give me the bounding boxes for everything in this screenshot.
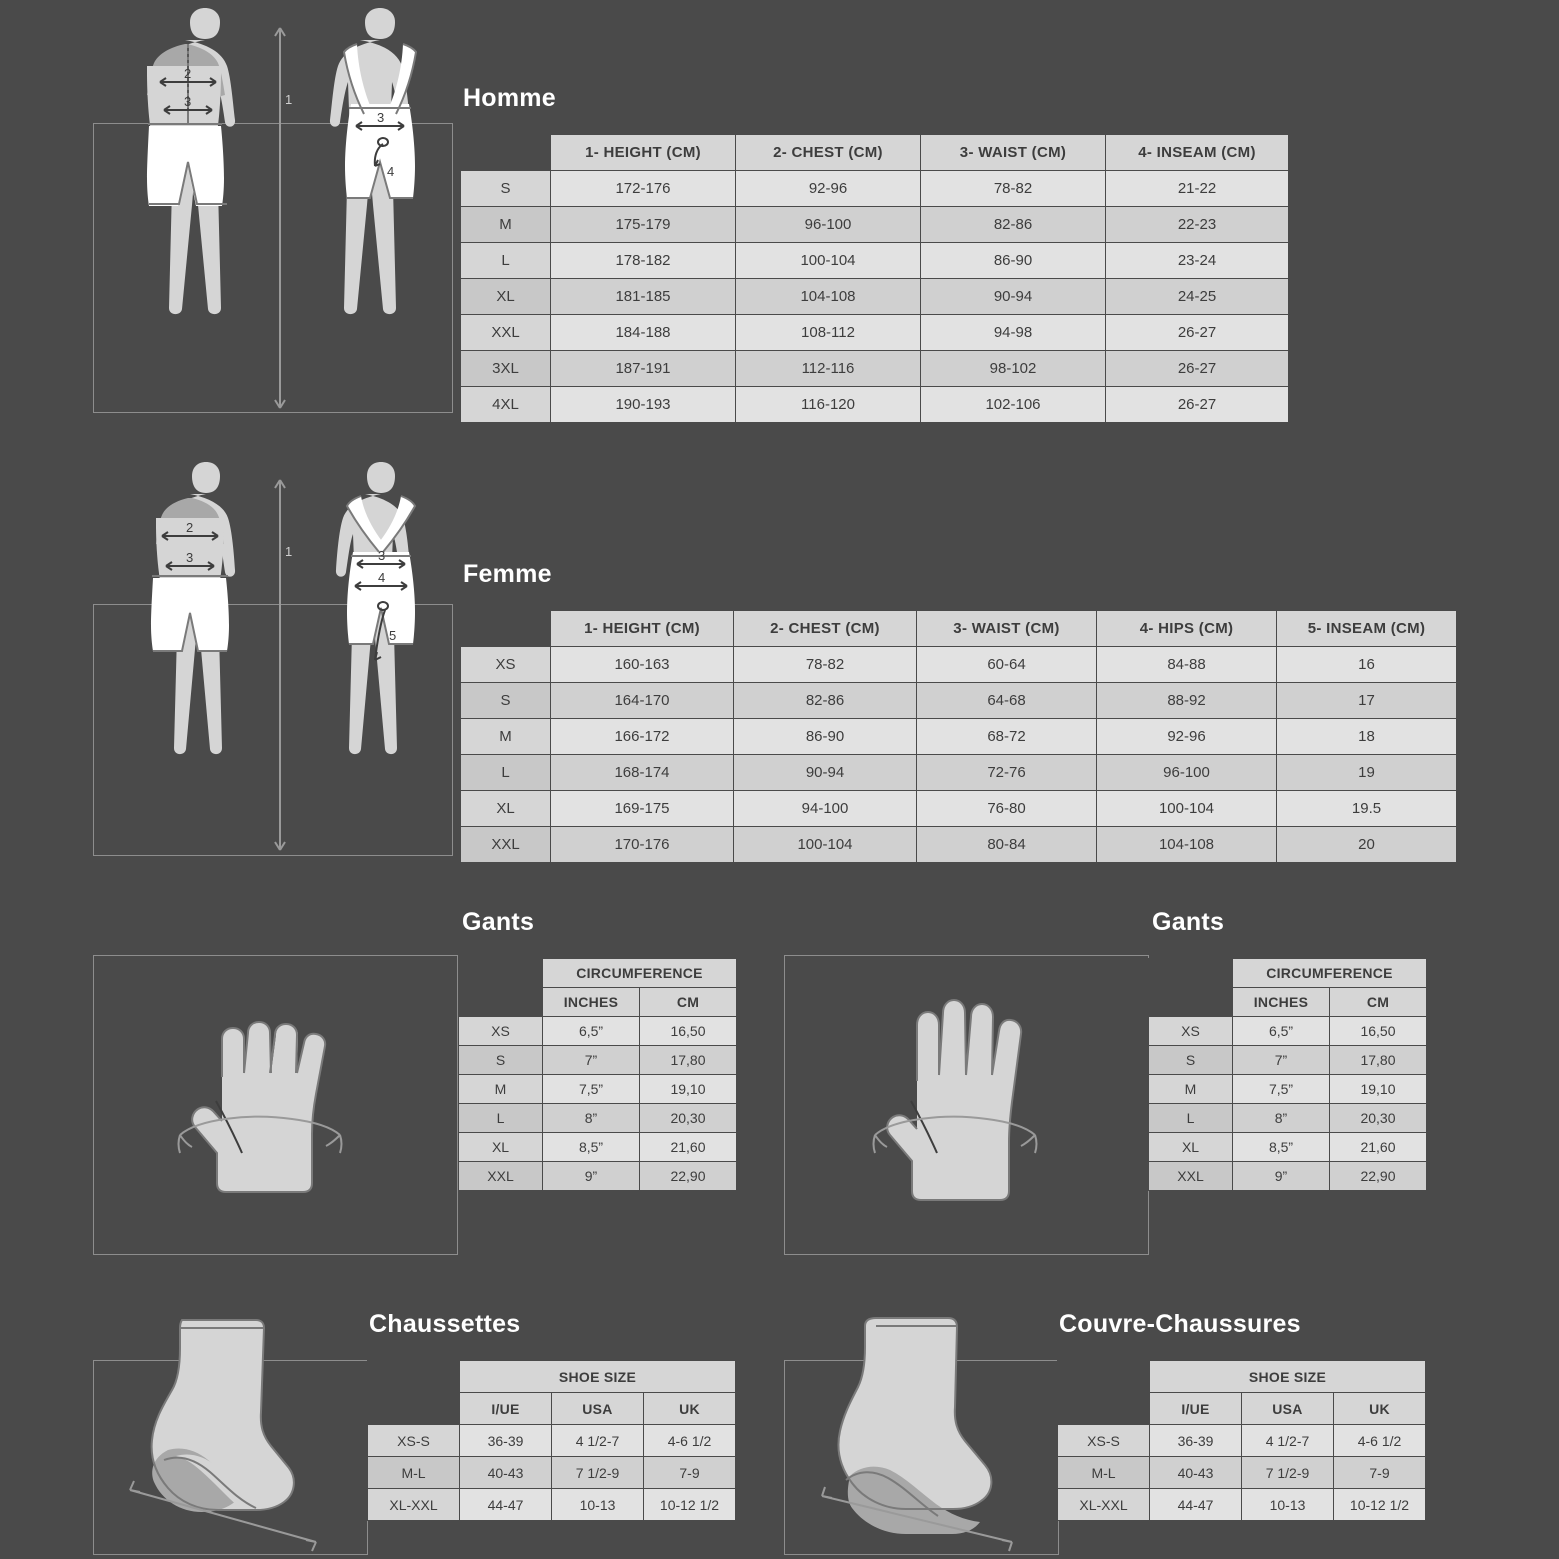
cell: 10-12 1/2 (1334, 1489, 1426, 1521)
column-header: USA (552, 1393, 644, 1425)
cell: 20,30 (1330, 1104, 1427, 1133)
column-header: 2- CHEST (CM) (734, 611, 917, 647)
group-header: CIRCUMFERENCE (1233, 959, 1427, 988)
men-section-title: Homme (463, 84, 556, 112)
size-label: XXL (461, 315, 551, 351)
women-figure-illustration (120, 460, 450, 860)
cell: 8,5” (1233, 1133, 1330, 1162)
cell: 108-112 (736, 315, 921, 351)
size-label: L (459, 1104, 543, 1133)
corner-cell (368, 1393, 460, 1425)
cell: 4 1/2-7 (1242, 1425, 1334, 1457)
cell: 96-100 (736, 207, 921, 243)
size-label: M-L (1058, 1457, 1150, 1489)
cell: 86-90 (734, 719, 917, 755)
cell: 60-64 (917, 647, 1097, 683)
cell: 19,10 (1330, 1075, 1427, 1104)
table-header-group-row (1149, 959, 1427, 988)
group-header: CIRCUMFERENCE (543, 959, 737, 988)
size-label: M-L (368, 1457, 460, 1489)
women-size-table (460, 610, 1457, 863)
gloves-right-size-table (1148, 958, 1427, 1191)
size-label: XS-S (1058, 1425, 1150, 1457)
size-label: M (461, 207, 551, 243)
size-label: XL-XXL (1058, 1489, 1150, 1521)
table-row (1058, 1489, 1426, 1521)
corner-cell (1058, 1361, 1150, 1393)
table-row (461, 207, 1289, 243)
cell: 20 (1277, 827, 1457, 863)
table-row (1149, 1133, 1427, 1162)
size-label: 4XL (461, 387, 551, 423)
table-row (461, 243, 1289, 279)
svg-text:2: 2 (184, 66, 192, 81)
cell: 164-170 (551, 683, 734, 719)
cell: 44-47 (460, 1489, 552, 1521)
table-row (461, 827, 1457, 863)
svg-text:1: 1 (285, 92, 293, 107)
cell: 16 (1277, 647, 1457, 683)
cell: 8” (1233, 1104, 1330, 1133)
column-header: 3- WAIST (CM) (921, 135, 1106, 171)
table-header-row (1058, 1393, 1426, 1425)
cell: 17,80 (640, 1046, 737, 1075)
size-label: L (461, 755, 551, 791)
cell: 82-86 (921, 207, 1106, 243)
table-row (1149, 1075, 1427, 1104)
cell: 20,30 (640, 1104, 737, 1133)
socks-section-title: Chaussettes (369, 1310, 521, 1338)
column-header: 5- INSEAM (CM) (1277, 611, 1457, 647)
cell: 9” (543, 1162, 640, 1191)
cell: 26-27 (1106, 315, 1289, 351)
svg-text:3: 3 (377, 110, 385, 125)
size-label: XXL (459, 1162, 543, 1191)
size-label: XXL (1149, 1162, 1233, 1191)
cell: 86-90 (921, 243, 1106, 279)
long-glove-icon (845, 985, 1095, 1235)
cell: 175-179 (551, 207, 736, 243)
column-header: 1- HEIGHT (CM) (551, 135, 736, 171)
size-label: S (1149, 1046, 1233, 1075)
cell: 84-88 (1097, 647, 1277, 683)
cell: 10-12 1/2 (644, 1489, 736, 1521)
cell: 23-24 (1106, 243, 1289, 279)
size-label: M (459, 1075, 543, 1104)
table-row (459, 1017, 737, 1046)
table-header-group-row (368, 1361, 736, 1393)
socks-size-table (367, 1360, 736, 1521)
table-row (1149, 1017, 1427, 1046)
gloves-left-section-title: Gants (462, 908, 535, 936)
table-row (461, 387, 1289, 423)
group-header: SHOE SIZE (1150, 1361, 1426, 1393)
cell: 21,60 (1330, 1133, 1427, 1162)
cell: 172-176 (551, 171, 736, 207)
table-row (461, 755, 1457, 791)
cell: 78-82 (921, 171, 1106, 207)
corner-cell (1149, 959, 1233, 988)
cell: 22,90 (640, 1162, 737, 1191)
table-header-row (368, 1393, 736, 1425)
size-label: M (461, 719, 551, 755)
svg-text:5: 5 (389, 628, 397, 643)
table-row (461, 315, 1289, 351)
column-header: I/UE (460, 1393, 552, 1425)
cell: 7-9 (1334, 1457, 1426, 1489)
table-header-row (461, 611, 1457, 647)
table-row (461, 647, 1457, 683)
cell: 112-116 (736, 351, 921, 387)
svg-text:3: 3 (378, 548, 386, 563)
cell: 100-104 (734, 827, 917, 863)
cell: 76-80 (917, 791, 1097, 827)
cell: 184-188 (551, 315, 736, 351)
table-row (1058, 1425, 1426, 1457)
cell: 22-23 (1106, 207, 1289, 243)
column-header: I/UE (1150, 1393, 1242, 1425)
size-label: XL (461, 791, 551, 827)
cell: 7 1/2-9 (1242, 1457, 1334, 1489)
table-row (459, 1162, 737, 1191)
cell: 40-43 (1150, 1457, 1242, 1489)
column-header: CM (1330, 988, 1427, 1017)
cell: 96-100 (1097, 755, 1277, 791)
cell: 102-106 (921, 387, 1106, 423)
cell: 80-84 (917, 827, 1097, 863)
cell: 168-174 (551, 755, 734, 791)
cell: 36-39 (1150, 1425, 1242, 1457)
cell: 100-104 (736, 243, 921, 279)
cell: 190-193 (551, 387, 736, 423)
cell: 19.5 (1277, 791, 1457, 827)
size-label: S (459, 1046, 543, 1075)
cell: 160-163 (551, 647, 734, 683)
corner-cell (1058, 1393, 1150, 1425)
size-label: M (1149, 1075, 1233, 1104)
svg-text:3: 3 (186, 550, 194, 565)
women-section-title: Femme (463, 560, 552, 588)
size-label: 3XL (461, 351, 551, 387)
size-label: XS (1149, 1017, 1233, 1046)
svg-text:2: 2 (186, 520, 194, 535)
table-row (368, 1425, 736, 1457)
table-row (461, 279, 1289, 315)
table-row (459, 1104, 737, 1133)
cell: 94-98 (921, 315, 1106, 351)
cell: 90-94 (734, 755, 917, 791)
column-header: 4- INSEAM (CM) (1106, 135, 1289, 171)
svg-text:3: 3 (184, 94, 192, 109)
table-row (461, 171, 1289, 207)
cell: 4-6 1/2 (644, 1425, 736, 1457)
short-glove-icon (150, 985, 400, 1235)
svg-text:4: 4 (387, 164, 395, 179)
cell: 6,5” (543, 1017, 640, 1046)
cell: 187-191 (551, 351, 736, 387)
table-row (461, 351, 1289, 387)
cell: 170-176 (551, 827, 734, 863)
column-header: USA (1242, 1393, 1334, 1425)
group-header: SHOE SIZE (460, 1361, 736, 1393)
corner-cell (1149, 988, 1233, 1017)
cell: 22,90 (1330, 1162, 1427, 1191)
cell: 7-9 (644, 1457, 736, 1489)
cell: 17,80 (1330, 1046, 1427, 1075)
men-figure-illustration (120, 8, 450, 418)
table-row (459, 1133, 737, 1162)
corner-cell (368, 1361, 460, 1393)
table-row (1058, 1457, 1426, 1489)
column-header: INCHES (543, 988, 640, 1017)
table-row (1149, 1046, 1427, 1075)
cell: 40-43 (460, 1457, 552, 1489)
cell: 90-94 (921, 279, 1106, 315)
cell: 24-25 (1106, 279, 1289, 315)
table-header-row (459, 988, 737, 1017)
size-label: XL-XXL (368, 1489, 460, 1521)
size-label: XXL (461, 827, 551, 863)
cell: 7” (543, 1046, 640, 1075)
size-label: XL (1149, 1133, 1233, 1162)
cell: 64-68 (917, 683, 1097, 719)
size-label: S (461, 683, 551, 719)
column-header: 3- WAIST (CM) (917, 611, 1097, 647)
cell: 88-92 (1097, 683, 1277, 719)
cell: 8,5” (543, 1133, 640, 1162)
cell: 21-22 (1106, 171, 1289, 207)
cell: 26-27 (1106, 387, 1289, 423)
cell: 7,5” (1233, 1075, 1330, 1104)
cell: 72-76 (917, 755, 1097, 791)
cell: 166-172 (551, 719, 734, 755)
table-row (459, 1046, 737, 1075)
cell: 100-104 (1097, 791, 1277, 827)
cell: 98-102 (921, 351, 1106, 387)
size-label: XS (461, 647, 551, 683)
cell: 82-86 (734, 683, 917, 719)
table-row (461, 719, 1457, 755)
size-label: XL (459, 1133, 543, 1162)
table-header-group-row (1058, 1361, 1426, 1393)
sock-icon (120, 1300, 380, 1555)
cell: 18 (1277, 719, 1457, 755)
cell: 7 1/2-9 (552, 1457, 644, 1489)
cell: 7” (1233, 1046, 1330, 1075)
cell: 92-96 (1097, 719, 1277, 755)
corner-cell (459, 988, 543, 1017)
cell: 181-185 (551, 279, 736, 315)
svg-text:1: 1 (285, 544, 293, 559)
cell: 19,10 (640, 1075, 737, 1104)
corner-cell (461, 611, 551, 647)
size-label: XS-S (368, 1425, 460, 1457)
cell: 10-13 (1242, 1489, 1334, 1521)
cell: 26-27 (1106, 351, 1289, 387)
cell: 94-100 (734, 791, 917, 827)
size-label: XS (459, 1017, 543, 1046)
cell: 16,50 (640, 1017, 737, 1046)
cell: 10-13 (552, 1489, 644, 1521)
column-header: UK (1334, 1393, 1426, 1425)
table-row (368, 1489, 736, 1521)
cell: 6,5” (1233, 1017, 1330, 1046)
size-label: L (461, 243, 551, 279)
table-row (459, 1075, 737, 1104)
cell: 104-108 (736, 279, 921, 315)
cell: 68-72 (917, 719, 1097, 755)
table-row (1149, 1162, 1427, 1191)
gloves-right-section-title: Gants (1152, 908, 1225, 936)
cell: 17 (1277, 683, 1457, 719)
table-row (461, 683, 1457, 719)
cell: 178-182 (551, 243, 736, 279)
cell: 36-39 (460, 1425, 552, 1457)
men-size-table (460, 134, 1289, 423)
cell: 19 (1277, 755, 1457, 791)
table-row (1149, 1104, 1427, 1133)
overshoes-size-table (1057, 1360, 1426, 1521)
cell: 21,60 (640, 1133, 737, 1162)
size-label: L (1149, 1104, 1233, 1133)
size-label: XL (461, 279, 551, 315)
column-header: INCHES (1233, 988, 1330, 1017)
cell: 4 1/2-7 (552, 1425, 644, 1457)
size-label: S (461, 171, 551, 207)
cell: 16,50 (1330, 1017, 1427, 1046)
cell: 169-175 (551, 791, 734, 827)
table-row (368, 1457, 736, 1489)
table-header-row (461, 135, 1289, 171)
cell: 8” (543, 1104, 640, 1133)
table-header-row (1149, 988, 1427, 1017)
column-header: UK (644, 1393, 736, 1425)
gloves-left-size-table (458, 958, 737, 1191)
column-header: 1- HEIGHT (CM) (551, 611, 734, 647)
cell: 44-47 (1150, 1489, 1242, 1521)
cell: 78-82 (734, 647, 917, 683)
table-row (461, 791, 1457, 827)
cell: 92-96 (736, 171, 921, 207)
overshoes-section-title: Couvre-Chaussures (1059, 1310, 1301, 1338)
cell: 4-6 1/2 (1334, 1425, 1426, 1457)
table-header-group-row (459, 959, 737, 988)
column-header: 2- CHEST (CM) (736, 135, 921, 171)
svg-text:4: 4 (378, 570, 386, 585)
overshoe-icon (810, 1300, 1075, 1555)
corner-cell (461, 135, 551, 171)
cell: 9” (1233, 1162, 1330, 1191)
cell: 104-108 (1097, 827, 1277, 863)
cell: 7,5” (543, 1075, 640, 1104)
cell: 116-120 (736, 387, 921, 423)
column-header: 4- HIPS (CM) (1097, 611, 1277, 647)
corner-cell (459, 959, 543, 988)
column-header: CM (640, 988, 737, 1017)
